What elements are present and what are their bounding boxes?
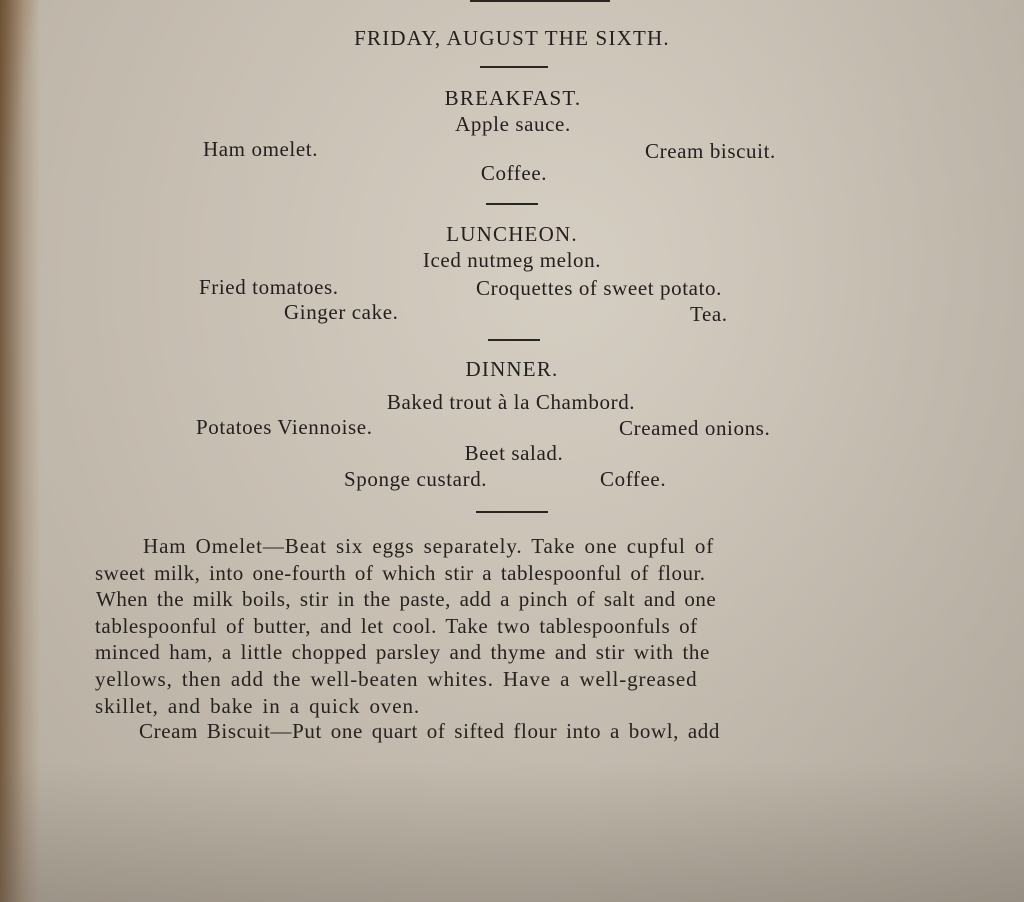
recipe-line-8: Cream Biscuit—Put one quart of sifted flour into a bowl, add [139,719,720,743]
divider-after-date [480,66,548,68]
date-heading: FRIDAY, AUGUST THE SIXTH. [354,26,670,50]
divider-after-breakfast [486,203,538,205]
luncheon-heading: LUNCHEON. [446,222,578,246]
recipe-line-7: skillet, and bake in a quick oven. [95,694,421,718]
luncheon-item-iced-melon: Iced nutmeg melon. [422,248,602,272]
recipe-line-5: minced ham, a little chopped parsley and thyme and stir with the [95,640,710,664]
dinner-item-baked-trout: Baked trout à la Chambord. [386,390,636,414]
breakfast-item-coffee: Coffee. [480,161,548,185]
dinner-item-coffee: Coffee. [600,467,667,491]
recipe-line-6: yellows, then add the well-beaten whites. Have a well-greased [95,667,698,691]
dinner-item-creamed-onions: Creamed onions. [619,416,771,440]
dinner-heading: DINNER. [465,357,559,381]
recipe-line-1: Ham Omelet—Beat six eggs separately. Take one cupful of [143,534,715,558]
breakfast-item-apple-sauce: Apple sauce. [455,112,571,136]
dinner-item-beet-salad: Beet salad. [464,441,564,465]
divider-after-dinner [476,511,548,513]
dinner-item-potatoes-viennoise: Potatoes Viennoise. [196,415,373,439]
dinner-item-sponge-custard: Sponge custard. [344,467,488,491]
luncheon-item-tea: Tea. [690,302,728,326]
breakfast-item-ham-omelet: Ham omelet. [203,137,319,161]
divider-after-luncheon [488,339,540,341]
luncheon-item-croquettes: Croquettes of sweet potato. [476,276,722,300]
recipe-line-2: sweet milk, into one-fourth of which stir a tablespoonful of flour. [95,561,706,585]
luncheon-item-fried-tomatoes: Fried tomatoes. [199,275,339,299]
page-bottom-shadow [0,762,1024,902]
top-rule [470,0,610,2]
recipe-line-4: tablespoonful of butter, and let cool. Take two tablespoonfuls of [95,614,698,638]
luncheon-item-ginger-cake: Ginger cake. [284,300,399,324]
breakfast-heading: BREAKFAST. [444,86,582,110]
recipe-line-3: When the milk boils, stir in the paste, add a pinch of salt and one [96,587,717,611]
breakfast-item-cream-biscuit: Cream biscuit. [645,139,776,163]
